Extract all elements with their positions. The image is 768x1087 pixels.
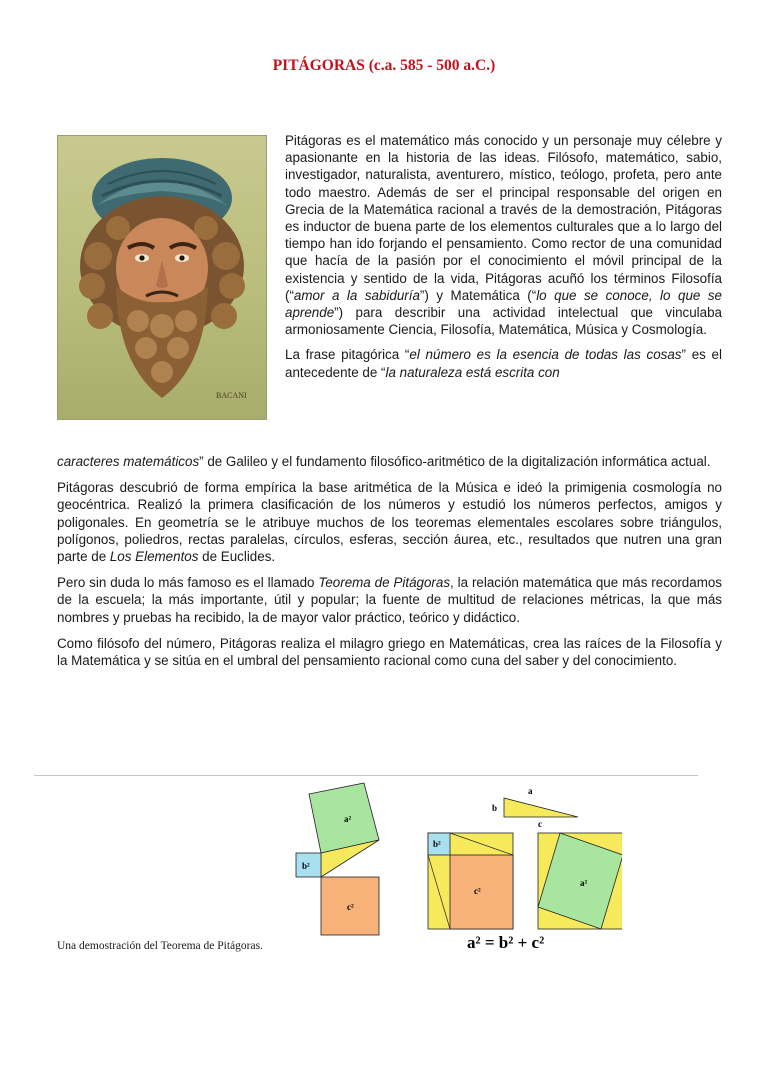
- theorem-diagram: [292, 780, 622, 958]
- label-a2: a²: [344, 814, 352, 824]
- label-a2-right: a²: [580, 878, 588, 888]
- section-divider: [34, 775, 698, 776]
- paragraph-music-geometry: Pitágoras descubrió de forma empírica la base aritmética de la Música e ideó la primigenia cosmología no geocéntrica. Realizó la primera clasificación de los números y estudió los números perfectos, amigos y poligonales. En geometría se le atribuye muchos de los teoremas elementales escolares sobre triángulos, polígonos, poliedros, rectas paralelas, círculos, esferas, sección áurea, etc., resultados que nutren una gran parte de Los Elementos de Euclides.: [57, 480, 722, 565]
- page-title: PITÁGORAS (c.a. 585 - 500 a.C.): [272, 57, 496, 74]
- portrait-illustration: [58, 136, 266, 419]
- figure-caption: Una demostración del Teorema de Pitágoras.: [57, 940, 263, 952]
- label-b2: b²: [302, 861, 310, 871]
- pythagoras-portrait: [57, 135, 267, 420]
- middle-c2: [450, 855, 513, 929]
- intro-paragraph-1: Pitágoras es el matemático más conocido y un personaje muy célebre y apasionante en la historia de las ideas. Filósofo, matemático, sabio, investigador, naturalista, aventurero, místico, teólogo, profeta, pero ante todo maestro. Además de ser el principal responsable del origen en Grecia de la Matemática racional a través de la demostración, Pitágoras es inductor de buena parte de los elementos culturales que a lo largo del tiempo han ido forjando el pensamiento. Como rector de una comunidad que hacía de la pasión por el conocimiento el móvil principal de la existencia y sentido de la vida, Pitágoras acuñó los términos Filosofía (“amor a la sabiduría”) y Matemática (“lo que se conoce, lo que se aprende”) para describir una actividad intelectual que vinculaba armoniosamente Ciencia, Filosofía, Matemática, Música y Cosmología.: [285, 133, 722, 338]
- label-c: c: [538, 819, 542, 829]
- paragraph-theorem: Pero sin duda lo más famoso es el llamado Teorema de Pitágoras, la relación matemática que más recordamos de la escuela; la más importante, útil y popular; la fuente de multitud de relaciones métricas, la que más nombres y pruebas ha recibido, la de mayor valor práctico, teórico y didáctico.: [57, 575, 723, 625]
- intro-paragraph-2: La frase pitagórica “el número es la esencia de todas las cosas” es el antecedente de “la naturaleza está escrita con: [285, 347, 722, 380]
- paragraph-galileo: caracteres matemáticos” de Galileo y el fundamento filosófico-aritmético de la digitalización informática actual.: [57, 454, 711, 469]
- intro-text: [285, 132, 722, 381]
- label-b2-middle: b²: [433, 839, 441, 849]
- label-b: b: [492, 803, 498, 813]
- label-a: a: [528, 786, 533, 796]
- equation: a² = b² + c²: [467, 933, 545, 952]
- body-text: [57, 453, 722, 678]
- pythagorean-proof-figure: [292, 780, 622, 958]
- paragraph-philosopher: Como filósofo del número, Pitágoras realiza el milagro griego en Matemáticas, crea las raíces de la Filosofía y la Matemática y se sitúa en el umbral del pensamiento racional como cuna del saber y del conocimiento.: [57, 635, 722, 669]
- label-c2-middle: c²: [474, 886, 481, 896]
- label-c2: c²: [347, 902, 354, 912]
- reference-triangle: [504, 798, 578, 817]
- portrait-signature: BACANI: [216, 391, 247, 400]
